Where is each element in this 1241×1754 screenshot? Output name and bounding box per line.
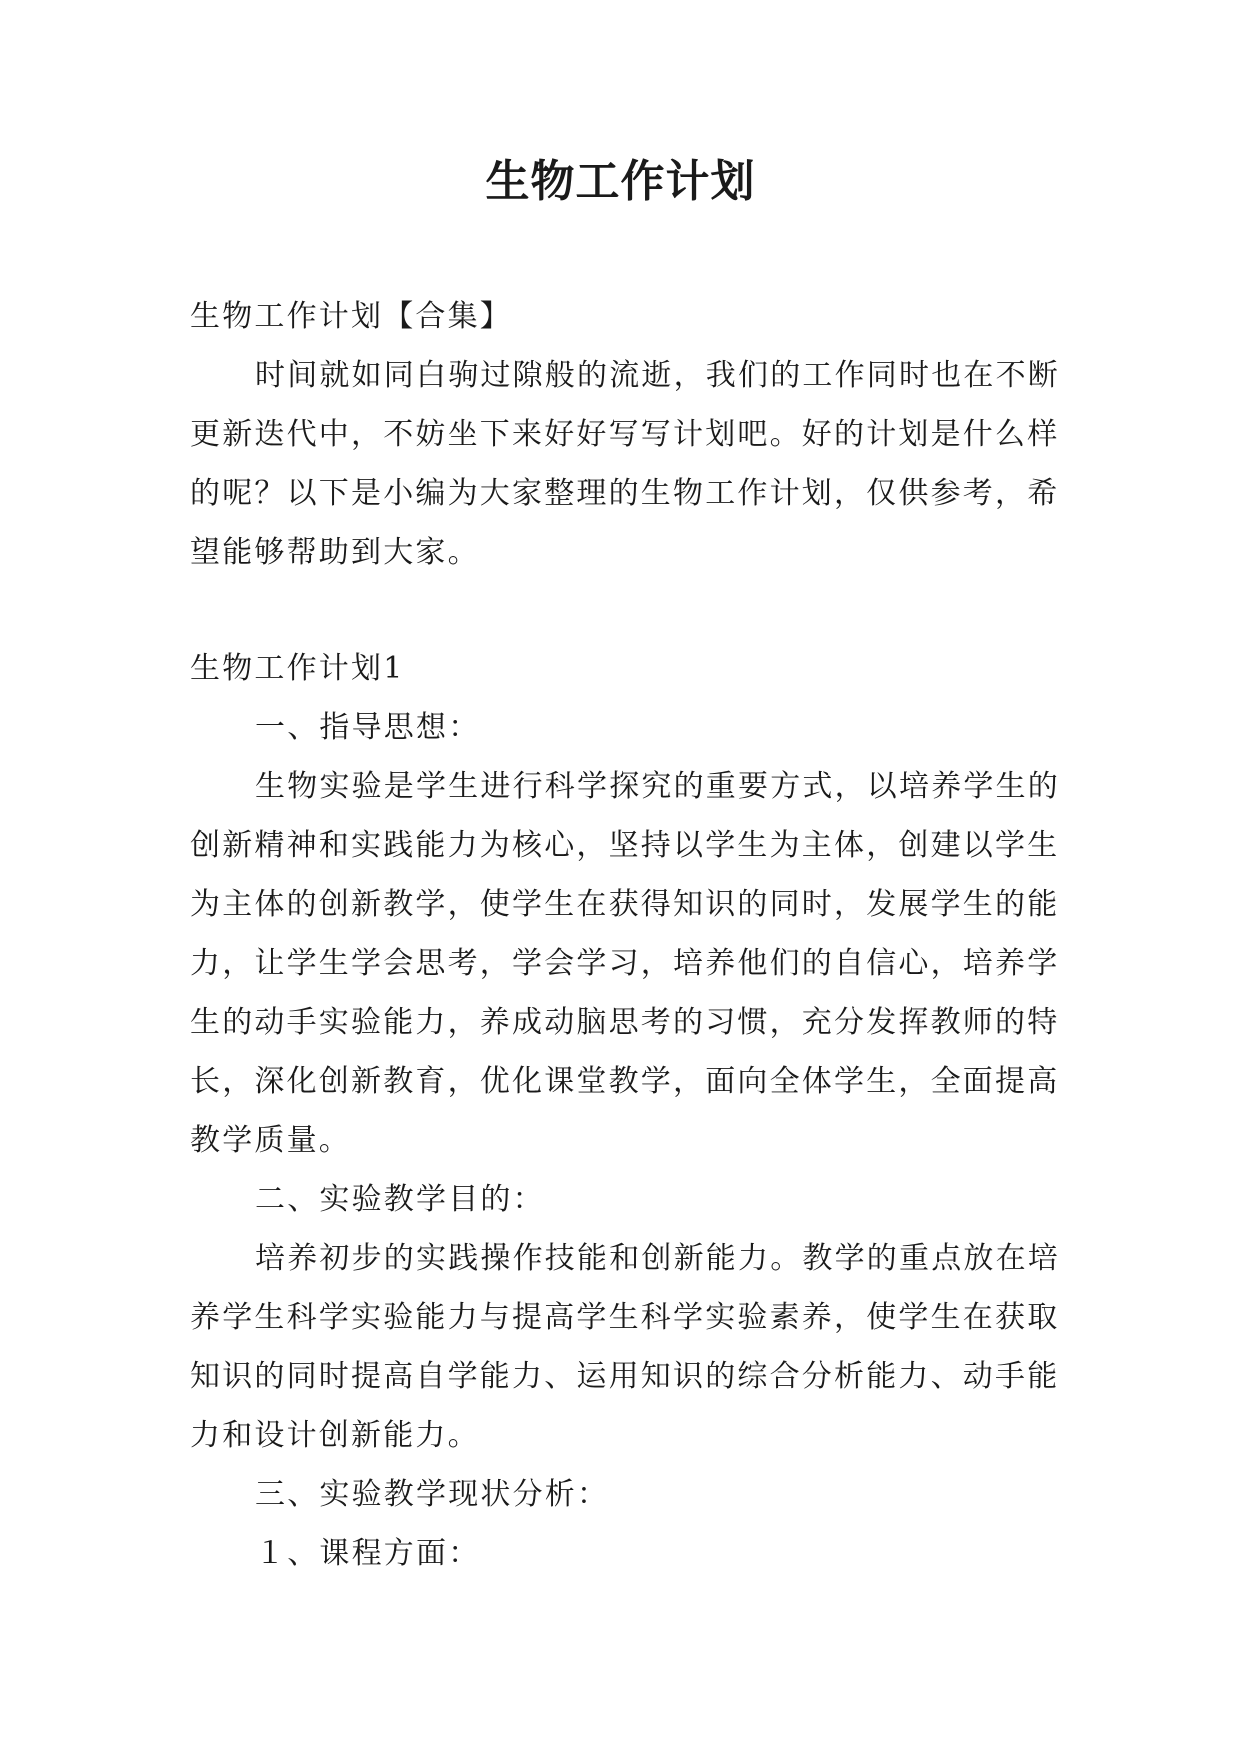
section-heading-status-analysis: 三、实验教学现状分析：: [255, 1477, 610, 1512]
page-title: 生物工作计划: [485, 156, 756, 207]
subheading-curriculum: １、课程方面：: [255, 1536, 481, 1571]
intro-paragraph: 时间就如同白驹过隙般的流逝，我们的工作同时也在不断更新迭代中，不妨坐下来好好写写计划吧。好的计划是什么样的呢？以下是小编为大家整理的生物工作计划，仅供参考，希望能够帮助到大家。: [190, 358, 1060, 570]
teaching-purpose-paragraph: 培养初步的实践操作技能和创新能力。教学的重点放在培养学生科学实验能力与提高学生科学实验素养，使学生在获取知识的同时提高自学能力、运用知识的综合分析能力、动手能力和设计创新能力。: [190, 1241, 1060, 1453]
document-body: [190, 287, 1070, 1583]
document-subtitle: 生物工作计划【合集】: [190, 299, 512, 334]
section-heading-teaching-purpose: 二、实验教学目的：: [255, 1182, 545, 1217]
paragraph-spacer: [190, 582, 1070, 639]
guiding-ideology-paragraph: 生物实验是学生进行科学探究的重要方式，以培养学生的创新精神和实践能力为核心，坚持以学生为主体，创建以学生为主体的创新教学，使学生在获得知识的同时，发展学生的能力，让学生学会思考，学会学习，培养他们的自信心，培养学生的动手实验能力，养成动脑思考的习惯，充分发挥教师的特长，深化创新教育，优化课堂教学，面向全体学生，全面提高教学质量。: [190, 769, 1060, 1158]
section-title: 生物工作计划1: [190, 651, 405, 686]
section-heading-guiding-ideology: 一、指导思想：: [255, 710, 481, 745]
